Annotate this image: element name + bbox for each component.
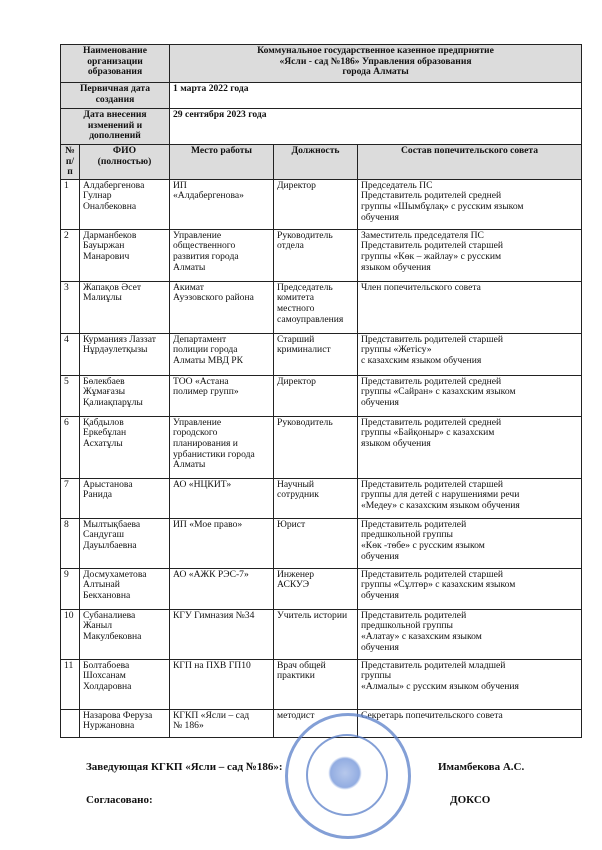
row-position: Юрист [274,518,358,568]
created-value: 1 марта 2022 года [170,83,582,109]
row-work: Управление городского планирования и урбанистики города Алматы [170,416,274,478]
footer-agreed-label: Согласовано: [86,794,153,806]
row-name: Алдабергенова Гулнар Оналбековна [80,179,170,229]
row-num: 4 [61,333,80,375]
row-work: КГУ Гимназия №34 [170,609,274,659]
row-work: Департамент полиции города Алматы МВД РК [170,333,274,375]
official-seal [285,713,411,839]
row-num: 1 [61,179,80,229]
row-role: Заместитель председателя ПС Представитель родителей старшей группы «Көк – жайлау» с русским языком обучения [358,229,582,281]
row-num [61,709,80,737]
table-row [61,518,582,568]
row-num: 11 [61,659,80,709]
row-position: Врач общей практики [274,659,358,709]
table-row [61,659,582,709]
table-row [61,229,582,281]
row-work: КГП на ПХВ ГП10 [170,659,274,709]
row-work: ТОО «Астана полимер групп» [170,375,274,416]
column-header-position: Должность [274,145,358,180]
row-position: Учитель истории [274,609,358,659]
table-row [61,478,582,518]
row-position: Инженер АСКУЭ [274,568,358,609]
seal-emblem [328,756,362,790]
row-role: Представитель родителей старшей группы «Жетісу» с казахским языком обучения [358,333,582,375]
row-name: Бөлекбаев Жұмағазы Қалиақпарұлы [80,375,170,416]
row-name: Болтабоева Шохсанам Холдаровна [80,659,170,709]
row-name: Досмухаметова Алтынай Бекхановна [80,568,170,609]
row-num: 6 [61,416,80,478]
row-num: 8 [61,518,80,568]
row-work: Акимат Ауэзовского района [170,281,274,333]
row-num: 7 [61,478,80,518]
row-work: Управление общественного развития города Алматы [170,229,274,281]
column-header-work: Место работы [170,145,274,180]
row-num: 10 [61,609,80,659]
row-position: Директор [274,179,358,229]
row-role: Член попечительского совета [358,281,582,333]
table-row [61,281,582,333]
org-label: Наименование организации образования [61,45,170,83]
table-row [61,609,582,659]
row-name: Мылтықбаева Сандугаш Дауылбаевна [80,518,170,568]
org-row [61,45,582,83]
footer-agreed-org: ДОКСО [450,794,491,806]
row-role: Представитель родителей старшей группы «Сұлтөр» с казахским языком обучения [358,568,582,609]
column-header-row [61,145,582,180]
footer-head-title: Заведующая КГКП «Ясли – сад №186»: [86,761,283,773]
row-work: ИП «Мое право» [170,518,274,568]
row-num: 2 [61,229,80,281]
row-role: Представитель родителей предшкольной группы «Көк -төбе» с русским языком обучения [358,518,582,568]
row-work: КГКП «Ясли – сад № 186» [170,709,274,737]
row-position: Директор [274,375,358,416]
row-num: 9 [61,568,80,609]
row-work: ИП «Алдабергенова» [170,179,274,229]
row-work: АО «АЖК РЭС-7» [170,568,274,609]
row-name: Назарова Феруза Нуржановна [80,709,170,737]
row-position: Научный сотрудник [274,478,358,518]
row-name: Жапақов Әсет Малиұлы [80,281,170,333]
row-num: 3 [61,281,80,333]
table-row [61,568,582,609]
row-role: Представитель родителей средней группы «Байқоныр» с казахским языком обучения [358,416,582,478]
column-header-num: № п/п [61,145,80,180]
row-name: Субаналиева Жаныл Макулбековна [80,609,170,659]
row-role: Представитель родителей младшей группы «Алмалы» с русским языком обучения [358,659,582,709]
council-table [60,44,582,738]
row-position: Председатель комитета местного самоуправления [274,281,358,333]
table-row [61,179,582,229]
row-num: 5 [61,375,80,416]
table-row [61,375,582,416]
changed-value: 29 сентября 2023 года [170,109,582,145]
row-position: Руководитель [274,416,358,478]
row-role: Представитель родителей средней группы «Сайран» с казахским языком обучения [358,375,582,416]
footer-head-name: Имамбекова А.С. [438,761,525,773]
row-work: АО «НЦКИТ» [170,478,274,518]
org-value: Коммунальное государственное казенное предприятие «Ясли - сад №186» Управления образования города Алматы [170,45,582,83]
changed-row [61,109,582,145]
row-role: Председатель ПС Представитель родителей средней группы «Шымбұлақ» с русским языком обучения [358,179,582,229]
row-name: Дарманбеков Бауыржан Манарович [80,229,170,281]
created-row [61,83,582,109]
created-label: Первичная дата создания [61,83,170,109]
table-row [61,416,582,478]
row-position: Старший криминалист [274,333,358,375]
row-position: методист [274,709,358,737]
row-role: Представитель родителей предшкольной группы «Алатау» с казахским языком обучения [358,609,582,659]
row-name: Курманияз Лаззат Нұрдәулетқызы [80,333,170,375]
row-role: Представитель родителей старшей группы для детей с нарушениями речи «Медеу» с казахским языком обучения [358,478,582,518]
row-name: Арыстанова Ранида [80,478,170,518]
column-header-role: Состав попечительского совета [358,145,582,180]
row-name: Қабдылов Еркебұлан Асхатұлы [80,416,170,478]
row-role: Секретарь попечительского совета [358,709,582,737]
table-row [61,333,582,375]
row-position: Руководитель отдела [274,229,358,281]
column-header-name: ФИО (полностью) [80,145,170,180]
changed-label: Дата внесения изменений и дополнений [61,109,170,145]
